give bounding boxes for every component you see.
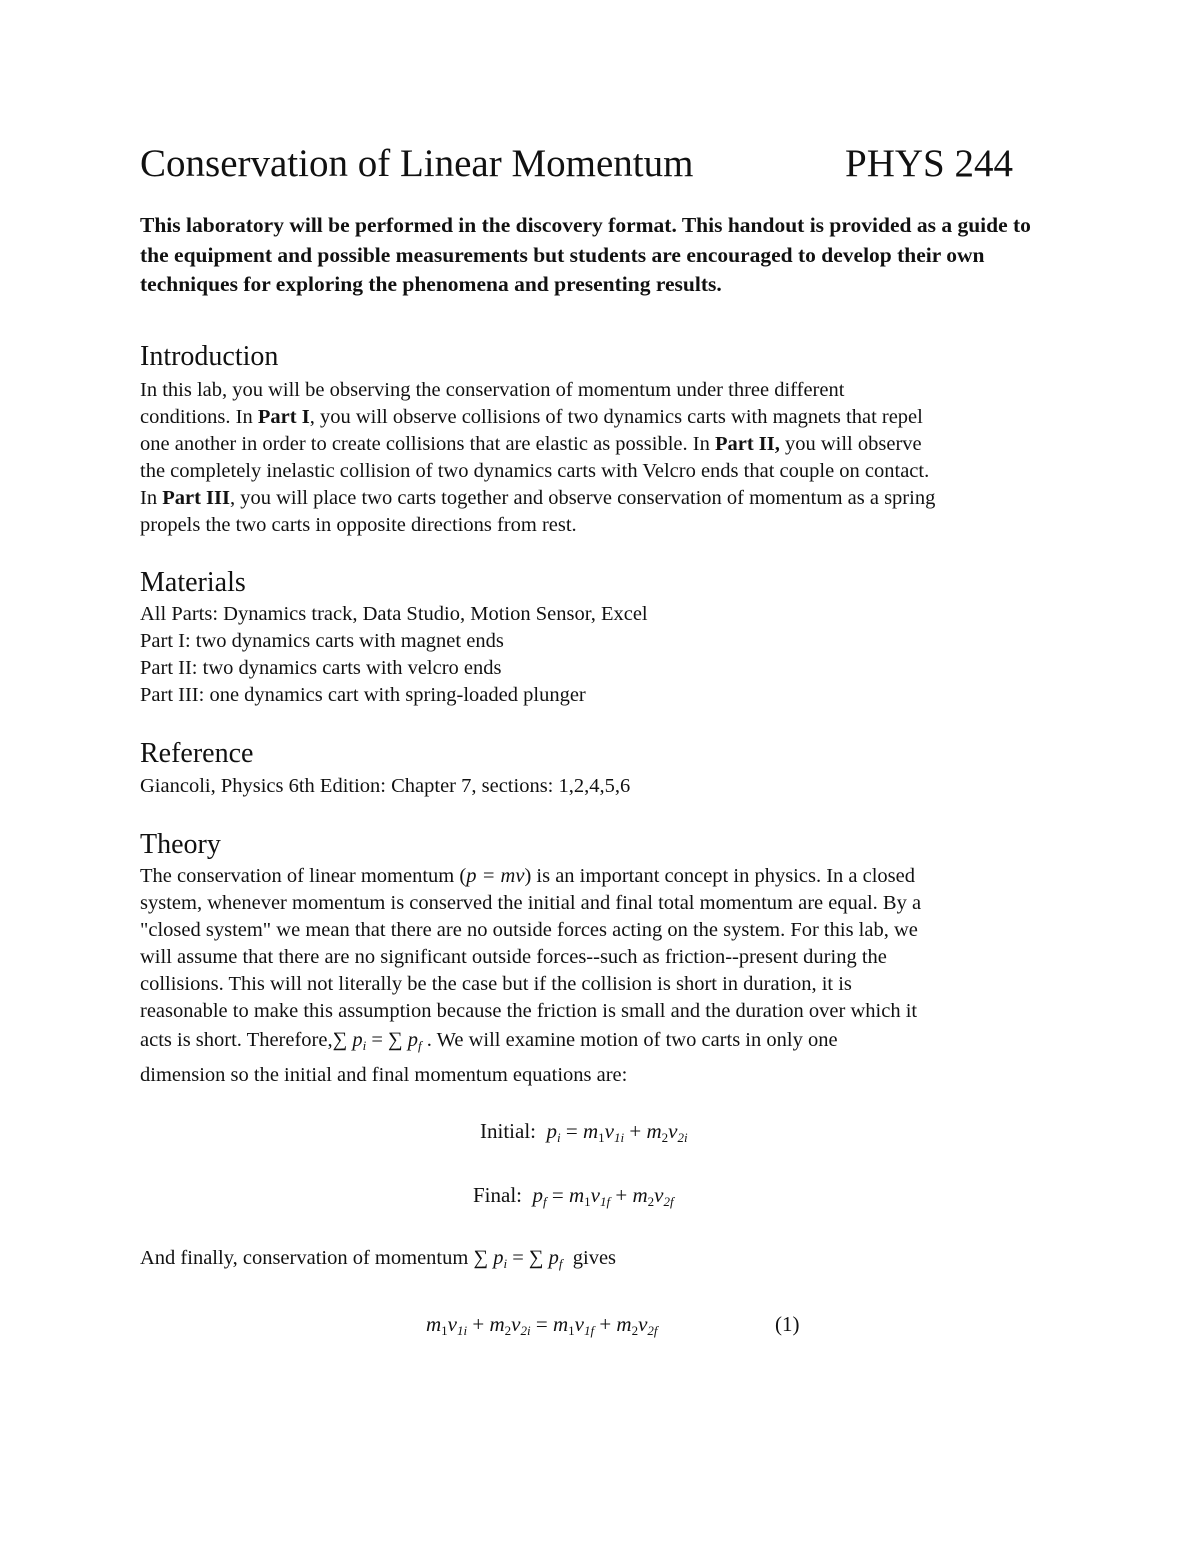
part-one-label: Part I [257, 406, 310, 428]
intro-line: the completely inelastic collision of two dynamics carts with Velcro ends that couple on contact. [140, 460, 930, 482]
theory-heading: Theory [140, 829, 221, 860]
conservation-statement: And finally, conservation of momentum ∑ $p_i$ = ∑ $p_f$ gives [140, 1247, 617, 1271]
intro-line: conditions. In Part I, you will observe collisions of two dynamics carts with magnets that repel [140, 406, 923, 428]
materials-item: Part III: one dynamics cart with spring-loaded plunger [140, 684, 586, 706]
theory-line: system, whenever momentum is conserved the initial and final total momentum are equal. By a [140, 892, 922, 914]
introduction-heading: Introduction [140, 341, 279, 372]
intro-line: In Part III, you will place two carts together and observe conservation of momentum as a spring [140, 487, 936, 509]
intro-line: In this lab, you will be observing the conservation of momentum under three different [140, 379, 845, 401]
equation-number: (1) [775, 1312, 800, 1336]
conservation-equation: $m_1v_{1i} + m_2v_{2i} = m_1v_{1f} + m_2v_{2f}$ [426, 1312, 658, 1338]
course-code: PHYS 244 [845, 142, 1013, 185]
reference-text: Giancoli, Physics 6th Edition: Chapter 7, sections: 1,2,4,5,6 [140, 775, 631, 797]
theory-line: acts is short. Therefore,∑ $p_i$ = ∑ $p_f$ . We will examine motion of two carts in only one [140, 1029, 838, 1053]
theory-line: reasonable to make this assumption because the friction is small and the duration over which it [140, 1000, 918, 1022]
theory-line: dimension so the initial and final momentum equations are: [140, 1064, 628, 1086]
theory-line: The conservation of linear momentum (p = mv) is an important concept in physics. In a closed [140, 865, 915, 887]
materials-list [140, 601, 1060, 709]
materials-heading: Materials [140, 567, 246, 598]
part-three-label: Part III [162, 487, 230, 509]
momentum-definition: p = mv [466, 865, 525, 887]
materials-item: All Parts: Dynamics track, Data Studio, Motion Sensor, Excel [140, 603, 648, 625]
part-two-label: Part II, [714, 433, 780, 455]
document-title: Conservation of Linear Momentum [140, 142, 694, 185]
title-row [140, 140, 1070, 192]
intro-line: propels the two carts in opposite directions from rest. [140, 514, 577, 536]
theory-line: "closed system" we mean that there are no outside forces acting on the system. For this lab, we [140, 919, 918, 941]
theory-text [140, 863, 1060, 1089]
initial-momentum-equation: Initial: $p_i = m_1v_{1i} + m_2v_{2i}$ [480, 1119, 688, 1145]
reference-heading: Reference [140, 738, 254, 769]
intro-line: one another in order to create collisions that are elastic as possible. In Part II, you will observe [140, 433, 922, 455]
sum-momentum-equation: ∑ $p_i$ = ∑ $p_f$ [332, 1029, 422, 1053]
theory-line: collisions. This will not literally be the case but if the collision is short in duration, it is [140, 973, 852, 995]
theory-line: will assume that there are no significant outside forces--such as friction--present during the [140, 946, 887, 968]
final-momentum-equation: Final: $p_f = m_1v_{1f} + m_2v_{2f}$ [473, 1183, 674, 1209]
materials-item: Part I: two dynamics carts with magnet ends [140, 630, 504, 652]
introduction-text [140, 377, 1060, 539]
discovery-notice: This laboratory will be performed in the discovery format. This handout is provided as a guide to the equipment and possible measurements but students are encouraged to develop their own techniques for exploring the phenomena and presenting results. [140, 213, 1031, 296]
materials-item: Part II: two dynamics carts with velcro ends [140, 657, 502, 679]
